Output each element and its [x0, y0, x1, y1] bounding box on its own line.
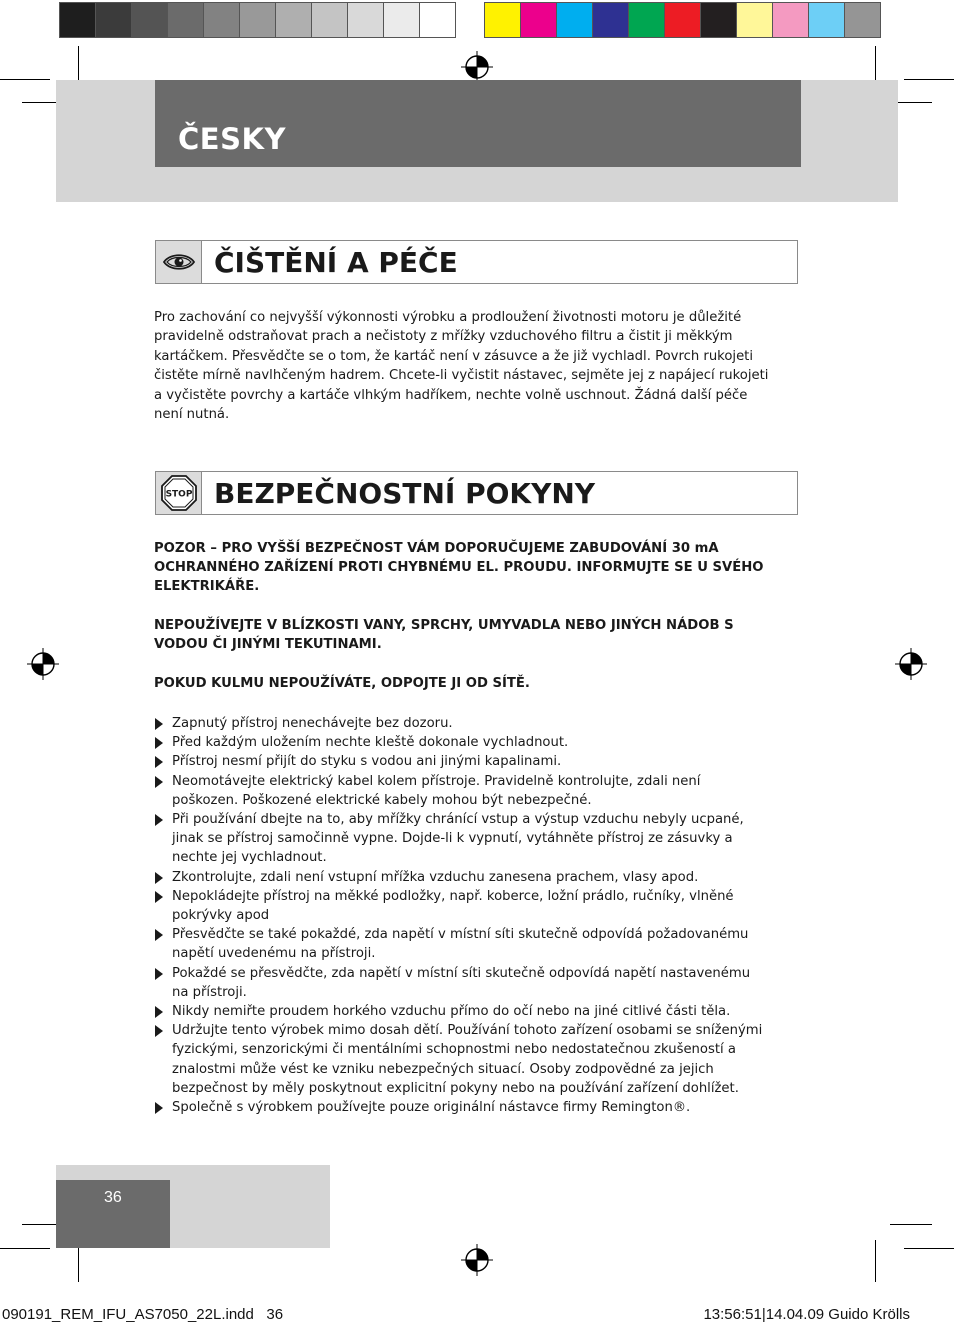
- warning-water: NEPOUŽÍVEJTE V BLÍZKOSTI VANY, SPRCHY, UMYVADLA NEBO JINÝCH NÁDOB S VODOU ČI JINÝMI TEKUTINAMI.: [154, 618, 734, 653]
- color-swatch: [95, 2, 132, 38]
- safety-section-title: BEZPEČNOSTNÍ POKYNY: [214, 477, 596, 510]
- color-swatch: [59, 2, 96, 38]
- care-section-heading: [155, 240, 798, 284]
- color-swatch: [419, 2, 456, 38]
- color-swatch: [700, 2, 737, 38]
- color-swatch: [275, 2, 312, 38]
- grayscale-color-bar: [59, 2, 455, 38]
- registration-mark-icon: [461, 51, 493, 83]
- triangle-bullet-icon: [155, 891, 163, 903]
- color-swatch: [592, 2, 629, 38]
- list-item: Přístroj nesmí přijít do styku s vodou ani jinými kapalinami.: [154, 752, 764, 771]
- list-item: Neomotávejte elektrický kabel kolem přístroje. Pravidelně kontrolujte, zdali není poškozen. Poškozené elektrické kabely mohou být nebezpečné.: [154, 772, 764, 810]
- registration-mark-icon: [461, 1244, 493, 1276]
- color-swatch: [556, 2, 593, 38]
- stop-sign-text: STOP: [165, 489, 192, 500]
- warning-rcd: POZOR – PRO VYŠŠÍ BEZPEČNOST VÁM DOPORUČUJEME ZABUDOVÁNÍ 30 mA OCHRANNÉHO ZAŘÍZENÍ PROTI CHYBNÉMU EL. PROUDU. INFORMUJTE SE U SVÉHO ELEKTRIKÁŘE.: [154, 541, 764, 595]
- safety-icon-cell: [156, 472, 202, 514]
- triangle-bullet-icon: [155, 872, 163, 884]
- list-item: Zkontrolujte, zdali není vstupní mřížka vzduchu zanesena prachem, vlasy apod.: [154, 868, 764, 887]
- stop-sign-icon: [161, 475, 197, 511]
- color-swatch: [664, 2, 701, 38]
- color-swatch: [520, 2, 557, 38]
- color-swatch: [383, 2, 420, 38]
- color-swatch: [347, 2, 384, 38]
- registration-mark-icon: [895, 648, 927, 680]
- registration-mark-icon: [27, 648, 59, 680]
- care-section-title: ČIŠTĚNÍ A PÉČE: [214, 246, 458, 279]
- safety-bullet-list: [154, 714, 764, 1117]
- triangle-bullet-icon: [155, 756, 163, 768]
- list-item: Nikdy nemiřte proudem horkého vzduchu přímo do očí nebo na jiné citlivé části těla.: [154, 1002, 764, 1021]
- warning-unplug: POKUD KULMU NEPOUŽÍVÁTE, ODPOJTE JI OD SÍTĚ.: [154, 676, 530, 691]
- list-item: Přesvědčte se také pokaždé, zda napětí v místní síti skutečně odpovídá požadovanému napětí uvedenému na přístroji.: [154, 925, 764, 963]
- color-swatch: [844, 2, 881, 38]
- list-item: Zapnutý přístroj nenechávejte bez dozoru.: [154, 714, 764, 733]
- list-item: Před každým uložením nechte kleště dokonale vychladnout.: [154, 733, 764, 752]
- eye-icon: [162, 251, 196, 273]
- triangle-bullet-icon: [155, 1102, 163, 1114]
- color-swatch: [628, 2, 665, 38]
- triangle-bullet-icon: [155, 737, 163, 749]
- color-swatch: [484, 2, 521, 38]
- color-swatch: [167, 2, 204, 38]
- file-slug-right: 13:56:51|14.04.09 Guido Krölls: [703, 1306, 910, 1323]
- color-swatch: [736, 2, 773, 38]
- triangle-bullet-icon: [155, 1025, 163, 1037]
- page-number: 36: [104, 1189, 122, 1206]
- triangle-bullet-icon: [155, 814, 163, 826]
- list-item: Při používání dbejte na to, aby mřížky chránící vstup a výstup vzduchu nebyly ucpané, jinak se přístroj samočinně vypne. Dojde-li k vypnutí, vytáhněte přístroj ze zásuvky a nechte jej vychladnout.: [154, 810, 764, 868]
- list-item: Nepokládejte přístroj na měkké podložky, např. koberce, ložní prádlo, ručníky, vlněné pokrývky apod: [154, 887, 764, 925]
- triangle-bullet-icon: [155, 1006, 163, 1018]
- triangle-bullet-icon: [155, 929, 163, 941]
- color-swatch: [131, 2, 168, 38]
- care-icon-cell: [156, 241, 202, 283]
- color-swatch: [239, 2, 276, 38]
- language-title: ČESKY: [178, 122, 286, 156]
- triangle-bullet-icon: [155, 776, 163, 788]
- color-swatch: [203, 2, 240, 38]
- care-paragraph: Pro zachování co nejvyšší výkonnosti výrobku a prodloužení životnosti motoru je důležité pravidelně odstraňovat prach a nečistoty z mřížky vzduchového filtru a čistit ji měkkým kartáčkem. Přesvědčte se o tom, že kartáč není v zásuvce a že již vychladl. Povrch rukojeti čistěte mírně navlhčeným hadrem. Chcete-li vyčistit nástavec, sejměte jej z napájecí rukojeti a vyčistěte povrchy a kartáče vlhkým hadříkem, nechte volně uschnout. Žádná další péče není nutná.: [154, 310, 769, 423]
- list-item: Společně s výrobkem používejte pouze originální nástavce firmy Remington®.: [154, 1098, 764, 1117]
- file-slug-left: 090191_REM_IFU_AS7050_22L.indd 36: [2, 1306, 284, 1323]
- triangle-bullet-icon: [155, 718, 163, 730]
- list-item: Pokaždé se přesvědčte, zda napětí v místní síti skutečně odpovídá napětí nastavenému na přístroji.: [154, 964, 764, 1002]
- triangle-bullet-icon: [155, 968, 163, 980]
- color-swatch: [808, 2, 845, 38]
- process-color-bar: [484, 2, 880, 38]
- list-item: Udržujte tento výrobek mimo dosah dětí. Používání tohoto zařízení osobami se sníženými fyzickými, senzorickými či mentálními schopnostmi nebo nedostatečnou zkušeností a znalostmi může vést ke vzniku nebezpečných situací. Osoby zodpovědné za jejich bezpečnost by měly poskytnout explicitní pokyny nebo na používání zařízení dohlížet.: [154, 1021, 764, 1098]
- color-swatch: [772, 2, 809, 38]
- color-swatch: [311, 2, 348, 38]
- safety-section-heading: [155, 471, 798, 515]
